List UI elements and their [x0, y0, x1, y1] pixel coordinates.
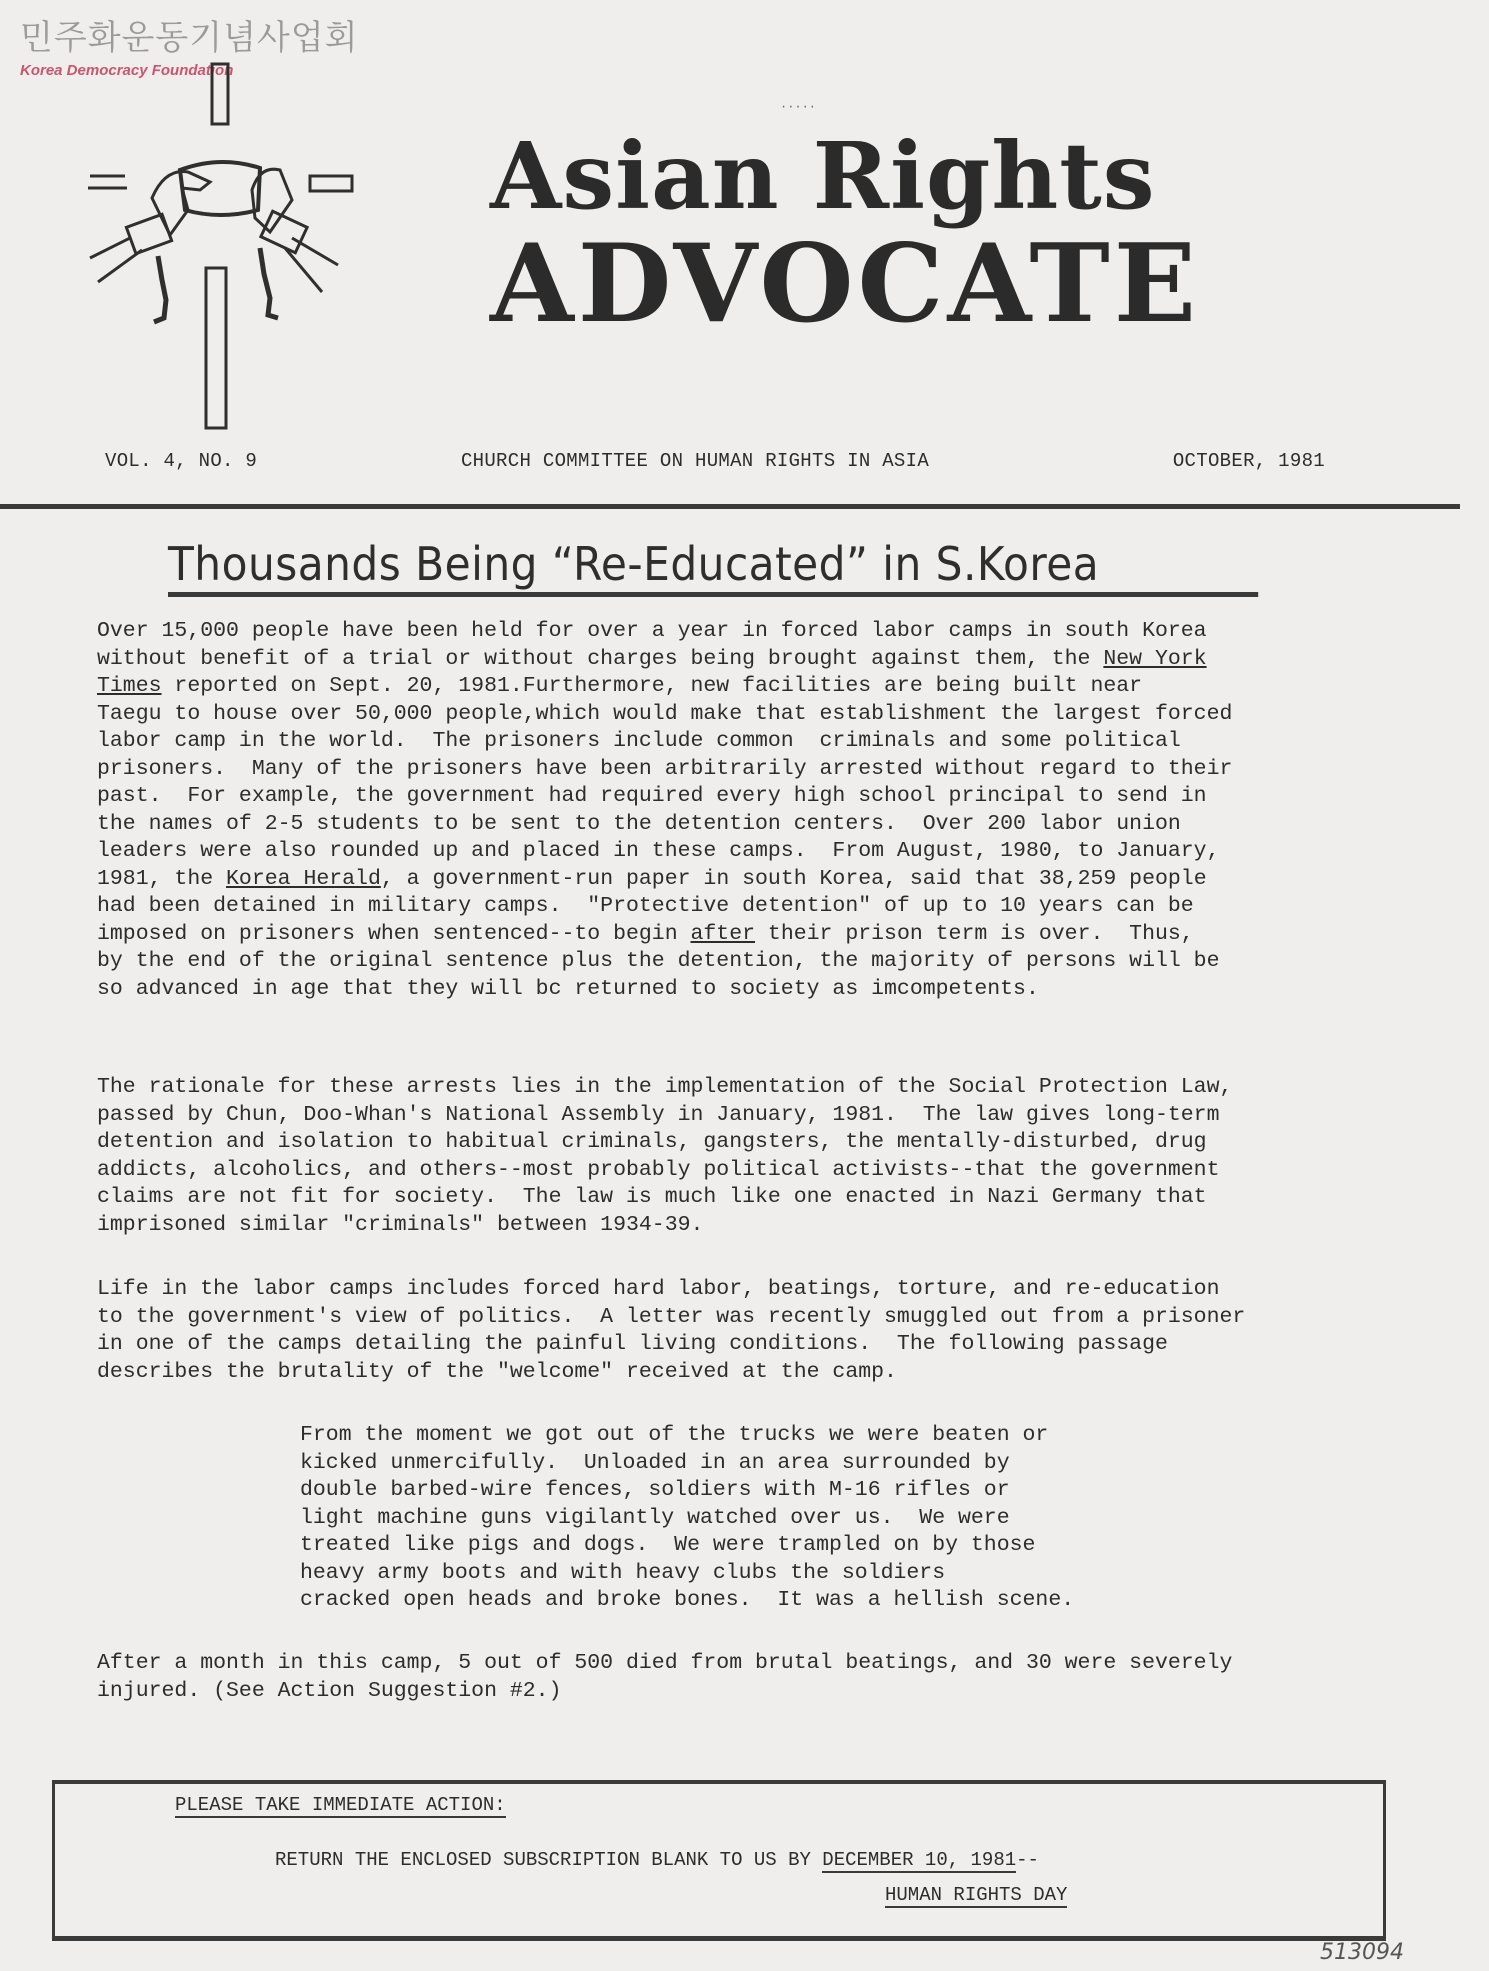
- article-paragraph-1: Over 15,000 people have been held for over a year in forced labor camps in south Korea without benefit of a trial or without charges being brought against them, the New York Times reported on Sept. 20, 1981.Furthermore, new facilities are being built near Taegu to house over 50,000 people,which would make that establishment the largest forced labor camp in the world. The prisoners include common criminals and some political prisoners. Many of the prisoners have been arbitrarily arrested without regard to their past. For example, the government had required every high school principal to send in the names of 2-5 students to be sent to the detention centers. Over 200 labor union leaders were also rounded up and placed in these camps. From August, 1980, to January, 1981, the Korea Herald, a government-run paper in south Korea, said that 38,259 people had been detained in military camps. "Protective detention" of up to 10 years can be imposed on prisoners when sentenced--to begin after their prison term is over. Thus, by the end of the original sentence plus the detention, the majority of persons will be so advanced in age that they will bc returned to society as imcompetents.: [97, 619, 1233, 1001]
- article-paragraph-2: The rationale for these arrests lies in the implementation of the Social Protection Law, passed by Chun, Doo-Whan's National Assembly in January, 1981. The law gives long-term detention and isolation to habitual criminals, gangsters, the mentally-disturbed, drug addicts, alcoholics, and others--most probably political activists--that the government claims are not fit for society. The law is much like one enacted in Nazi Germany that imprisoned similar "criminals" between 1934-39.: [97, 1075, 1233, 1237]
- article-paragraph-3: Life in the labor camps includes forced hard labor, beatings, torture, and re-education to the government's view of politics. A letter was recently smuggled out from a prisoner in one of the camps detailing the painful living conditions. The following passage describes the brutality of the "welcome" received at the camp.: [97, 1277, 1246, 1384]
- watermark-english: Korea Democracy Foundation: [20, 62, 234, 79]
- scan-mark: ·····: [780, 100, 817, 114]
- prisoner-letter-quote: From the moment we got out of the trucks we were beaten or kicked unmercifully. Unloaded in an area surrounded by double barbed-wire fences, soldiers with M-16 rifles or light machine guns vigilantly watched over us. We were treated like pigs and dogs. We were trampled on by those heavy army boots and with heavy clubs the soldiers cracked open heads and broke bones. It was a hellish scene.: [300, 1423, 1075, 1612]
- masthead: [490, 122, 1201, 347]
- masthead-title-line1: Asian Rights: [490, 122, 1156, 230]
- article-paragraph-4: After a month in this camp, 5 out of 500 died from brutal beatings, and 30 were severely injured. (See Action Suggestion #2.): [97, 1651, 1233, 1703]
- newspaper-name: New York: [1103, 646, 1207, 671]
- volume-number: VOL. 4, NO. 9: [105, 450, 258, 472]
- action-text: RETURN THE ENCLOSED SUBSCRIPTION BLANK TO US BY DECEMBER 10, 1981--: [275, 1849, 1039, 1871]
- archive-number: 513094: [1320, 1940, 1404, 1965]
- article-headline: Thousands Being “Re-Educated” in S.Korea: [168, 540, 1258, 597]
- newspaper-name: Korea Herald: [226, 866, 381, 891]
- action-deadline: DECEMBER 10, 1981: [822, 1849, 1017, 1871]
- action-title: PLEASE TAKE IMMEDIATE ACTION:: [175, 1794, 506, 1816]
- issue-date: OCTOBER, 1981: [1172, 450, 1325, 472]
- action-box: [52, 1780, 1386, 1941]
- cross-with-chained-hands-icon: [70, 60, 490, 440]
- emphasized-word: after: [690, 921, 756, 946]
- watermark-korean: 민주화운동기념사업회: [20, 18, 359, 58]
- masthead-rule: [0, 504, 1460, 509]
- action-day: HUMAN RIGHTS DAY: [885, 1884, 1068, 1906]
- masthead-title-line2: ADVOCATE: [490, 221, 1201, 347]
- publisher: CHURCH COMMITTEE ON HUMAN RIGHTS IN ASIA: [460, 450, 930, 472]
- issue-info-line: [105, 450, 1325, 472]
